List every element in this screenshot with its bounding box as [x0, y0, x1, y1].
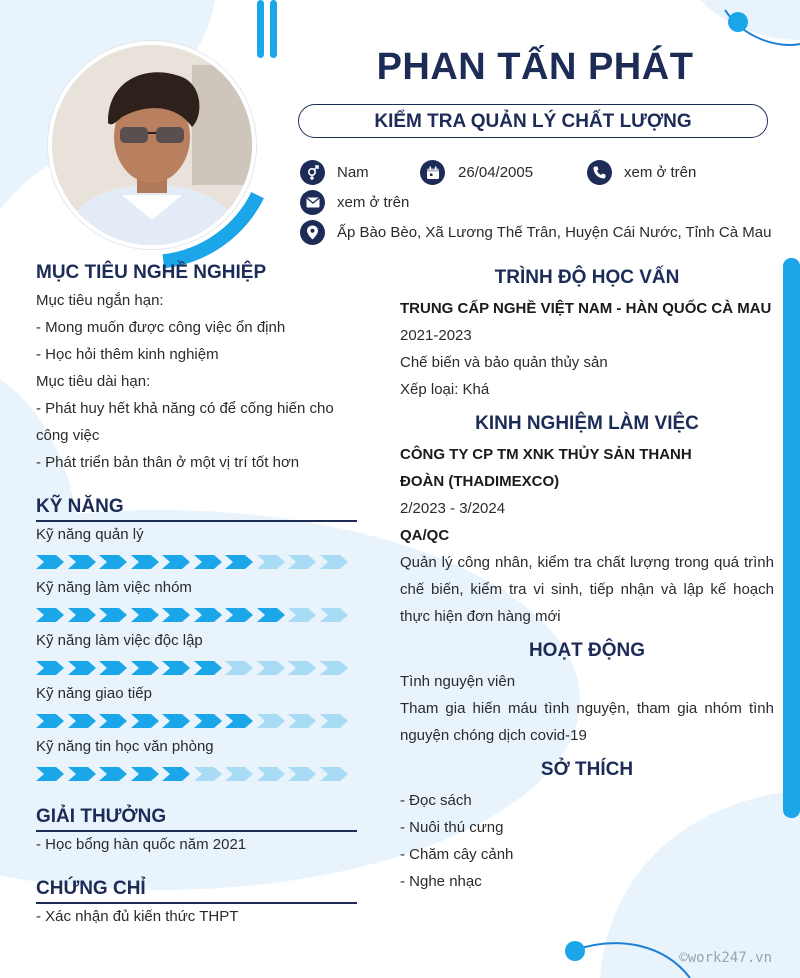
hobby-item: - Đọc sách: [400, 792, 472, 809]
email-icon: [300, 190, 325, 215]
objective-heading: MỤC TIÊU NGHỀ NGHIỆP: [36, 262, 267, 283]
experience-company: CÔNG TY CP TM XNK THỦY SẢN THANH ĐOÀN (THADIMEXCO): [400, 446, 692, 490]
skill-chevron-filled: [99, 714, 127, 728]
skill-chevron-filled: [68, 608, 96, 622]
skill-chevron-filled: [99, 608, 127, 622]
experience-period: 2/2023 - 3/2024: [400, 500, 506, 517]
skill-chevron-filled: [131, 661, 159, 675]
education-period: 2021-2023: [400, 327, 472, 344]
awards-heading: GIẢI THƯỞNG: [36, 806, 167, 827]
experience-description: Quản lý công nhân, kiểm tra chất lượng trong quá trình chế biến, kiểm tra vi sinh, tiếp nhận và lập kế hoạch thực hiện đơn hàng mới: [400, 554, 774, 625]
activity-description: Tham gia hiến máu tình nguyện, tham gia nhóm tình nguyện chóng dịch covid-19: [400, 700, 774, 744]
skill-chevron-empty: [288, 714, 316, 728]
skill-chevron-filled: [162, 555, 190, 569]
activities-heading: HOẠT ĐỘNG: [528, 640, 646, 661]
skill-chevron-filled: [257, 608, 285, 622]
skill-chevron-empty: [320, 661, 348, 675]
skill-level-bar: [36, 555, 351, 569]
objective-line: - Mong muốn được công việc ổn định: [36, 319, 286, 336]
avatar: [48, 41, 256, 249]
hobbies-heading: SỞ THÍCH: [540, 759, 634, 780]
skill-chevron-filled: [225, 714, 253, 728]
skill-chevron-empty: [257, 555, 285, 569]
skill-chevron-filled: [194, 714, 222, 728]
skills-heading: KỸ NĂNG: [36, 496, 124, 517]
birthdate-value: 26/04/2005: [458, 164, 534, 181]
skill-chevron-filled: [99, 661, 127, 675]
skill-chevron-filled: [194, 661, 222, 675]
skill-chevron-empty: [257, 767, 285, 781]
skill-chevron-filled: [68, 767, 96, 781]
skill-chevron-filled: [99, 555, 127, 569]
objective-line: - Phát huy hết khả năng có để cống hiến cho: [36, 400, 334, 417]
candidate-name: PHAN TẤN PHÁT: [376, 46, 694, 88]
job-title: KIỂM TRA QUẢN LÝ CHẤT LƯỢNG: [298, 104, 768, 138]
education-major: Chế biến và bảo quản thủy sản: [400, 354, 608, 371]
skill-chevron-filled: [36, 767, 64, 781]
objective-body: [36, 287, 366, 476]
skill-chevron-empty: [257, 661, 285, 675]
education-school: TRUNG CẤP NGHỀ VIỆT NAM - HÀN QUỐC CÀ MAU: [400, 300, 772, 317]
hobby-item: - Nghe nhạc: [400, 873, 482, 890]
skill-chevron-filled: [68, 714, 96, 728]
skill-chevron-empty: [288, 555, 316, 569]
skill-chevron-filled: [131, 714, 159, 728]
email-row: [300, 190, 409, 215]
email-value: xem ở trên: [337, 194, 410, 211]
education-heading: TRÌNH ĐỘ HỌC VẤN: [494, 267, 680, 288]
gender-value: Nam: [337, 164, 369, 181]
hobbies-list: [400, 787, 513, 895]
gender-icon: [300, 160, 325, 185]
award-item: - Học bổng hàn quốc năm 2021: [36, 836, 247, 853]
skill-chevron-filled: [194, 555, 222, 569]
objective-line: Mục tiêu dài hạn:: [36, 373, 151, 390]
skill-chevron-filled: [99, 767, 127, 781]
gender-row: [300, 160, 369, 185]
skill-chevron-filled: [131, 555, 159, 569]
skill-chevron-empty: [225, 661, 253, 675]
birthdate-row: [420, 160, 533, 185]
skill-chevron-empty: [288, 661, 316, 675]
skill-name: Kỹ năng làm việc độc lập: [36, 632, 203, 649]
skill-chevron-empty: [288, 608, 316, 622]
phone-icon: [587, 160, 612, 185]
objective-line: - Học hỏi thêm kinh nghiệm: [36, 346, 219, 363]
skill-chevron-filled: [162, 767, 190, 781]
skill-name: Kỹ năng quản lý: [36, 526, 144, 543]
skill-chevron-filled: [225, 608, 253, 622]
objective-line: Mục tiêu ngắn hạn:: [36, 292, 164, 309]
skill-name: Kỹ năng giao tiếp: [36, 685, 152, 702]
skill-chevron-filled: [36, 661, 64, 675]
skill-chevron-empty: [320, 608, 348, 622]
skill-chevron-filled: [36, 608, 64, 622]
certificate-item: - Xác nhận đủ kiến thức THPT: [36, 908, 239, 925]
skill-chevron-filled: [131, 767, 159, 781]
phone-row: [587, 160, 696, 185]
watermark: ©work247.vn: [679, 950, 772, 966]
skill-level-bar: [36, 661, 351, 675]
skill-level-bar: [36, 608, 351, 622]
skill-chevron-empty: [225, 767, 253, 781]
education-grade: Xếp loại: Khá: [400, 381, 490, 398]
address-value: Ấp Bào Bèo, Xã Lương Thế Trân, Huyện Cái Nước, Tỉnh Cà Mau: [337, 224, 772, 241]
skill-chevron-empty: [257, 714, 285, 728]
objective-line: - Phát triển bản thân ở một vị trí tốt hơn: [36, 454, 300, 471]
experience-heading: KINH NGHIỆM LÀM VIỆC: [475, 413, 699, 434]
skill-chevron-empty: [288, 767, 316, 781]
hobby-item: - Chăm cây cảnh: [400, 846, 514, 863]
skill-chevron-filled: [36, 714, 64, 728]
skill-chevron-filled: [68, 661, 96, 675]
skill-chevron-filled: [36, 555, 64, 569]
skill-chevron-empty: [320, 767, 348, 781]
skill-chevron-filled: [162, 661, 190, 675]
skill-name: Kỹ năng làm việc nhóm: [36, 579, 192, 596]
skill-chevron-filled: [225, 555, 253, 569]
skill-chevron-empty: [194, 767, 222, 781]
skill-chevron-filled: [68, 555, 96, 569]
location-pin-icon: [300, 220, 325, 245]
objective-line: công việc: [36, 427, 100, 444]
calendar-icon: [420, 160, 445, 185]
skill-name: Kỹ năng tin học văn phòng: [36, 738, 214, 755]
skill-level-bar: [36, 714, 351, 728]
skill-chevron-empty: [320, 555, 348, 569]
skill-chevron-filled: [162, 608, 190, 622]
skill-chevron-empty: [320, 714, 348, 728]
phone-value: xem ở trên: [624, 164, 697, 181]
address-row: [300, 220, 771, 245]
experience-position: QA/QC: [400, 527, 450, 544]
skill-chevron-filled: [162, 714, 190, 728]
activity-role: Tình nguyện viên: [400, 673, 516, 690]
certificates-heading: CHỨNG CHỈ: [36, 878, 146, 899]
hobby-item: - Nuôi thú cưng: [400, 819, 504, 836]
skill-level-bar: [36, 767, 351, 781]
skill-chevron-filled: [194, 608, 222, 622]
skill-chevron-filled: [131, 608, 159, 622]
